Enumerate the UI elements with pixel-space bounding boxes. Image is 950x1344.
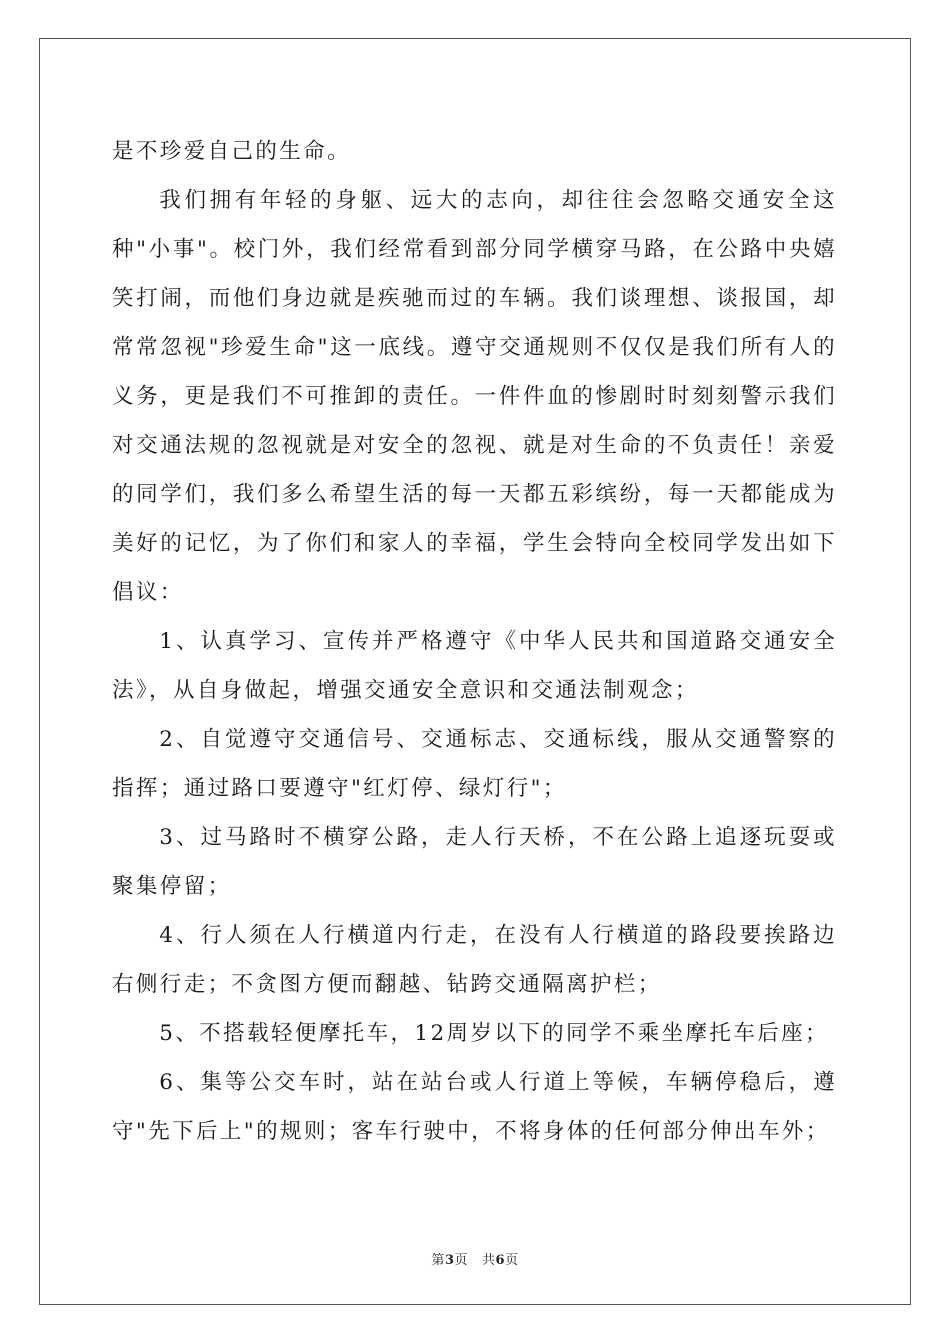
page-number: 3 bbox=[444, 1253, 455, 1268]
page-suffix: 页 bbox=[454, 1253, 468, 1268]
paragraph-2: 我们拥有年轻的身躯、远大的志向，却往往会忽略交通安全这种"小事"。校门外，我们经常看到部分同学横穿马路，在公路中央嬉笑打闹，而他们身边就是疾驰而过的车辆。我们谈理想、谈报国，却常常忽视"珍爱生命"这一底线。遵守交通规则不仅仅是我们所有人的义务，更是我们不可推卸的责任。一件件血的惨剧时时刻刻警示我们对交通法规的忽视就是对安全的忽视、就是对生命的不负责任！亲爱的同学们，我们多么希望生活的每一天都五彩缤纷，每一天都能成为美好的记忆，为了你们和家人的幸福，学生会特向全校同学发出如下倡议： bbox=[112, 188, 837, 605]
total-suffix: 页 bbox=[505, 1253, 519, 1268]
paragraph-1: 是不珍爱自己的生命。 bbox=[112, 139, 352, 164]
paragraph-8: 6、集等公交车时，站在站台或人行道上等候，车辆停稳后，遵守"先下后上"的规则；客车行驶中，不将身体的任何部分伸出车外； bbox=[112, 1070, 837, 1144]
document-body bbox=[112, 127, 837, 1156]
paragraph-4: 2、自觉遵守交通信号、交通标志、交通标线，服从交通警察的指挥；通过路口要遵守"红灯停、绿灯行"； bbox=[112, 727, 837, 801]
total-pages: 6 bbox=[495, 1253, 506, 1268]
page-prefix: 第 bbox=[431, 1253, 445, 1268]
paragraph-7: 5、不搭载轻便摩托车，12周岁以下的同学不乘坐摩托车后座； bbox=[159, 1021, 829, 1046]
total-prefix: 共 bbox=[482, 1253, 496, 1268]
paragraph-5: 3、过马路时不横穿公路，走人行天桥，不在公路上追逐玩耍或聚集停留； bbox=[112, 825, 837, 899]
page-footer bbox=[0, 1249, 950, 1268]
paragraph-6: 4、行人须在人行横道内行走，在没有人行横道的路段要挨路边右侧行走；不贪图方便而翻越、钻跨交通隔离护栏； bbox=[112, 923, 837, 997]
paragraph-3: 1、认真学习、宣传并严格遵守《中华人民共和国道路交通安全法》，从自身做起，增强交通安全意识和交通法制观念； bbox=[112, 629, 837, 703]
